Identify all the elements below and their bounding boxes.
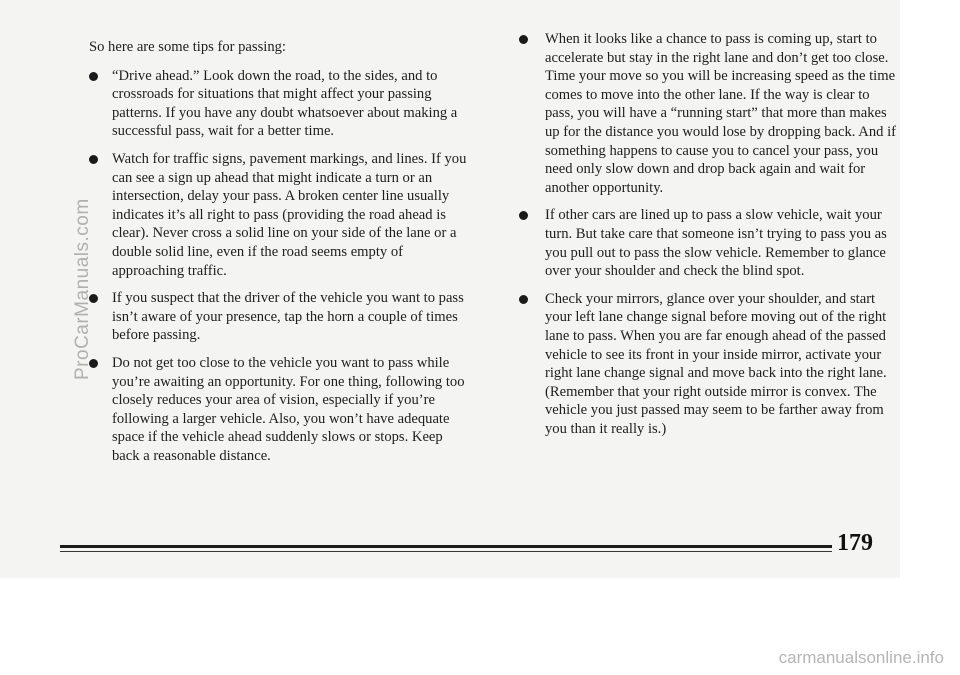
list-item [89, 150, 471, 280]
bullet-icon [519, 35, 528, 44]
left-column [89, 30, 471, 474]
left-bullet-list [89, 67, 471, 466]
list-item [519, 290, 901, 439]
bullet-icon [89, 155, 98, 164]
list-item-text: Do not get too close to the vehicle you want to pass while you’re awaiting an opportunity. For one thing, following too closely reduces your area of vision, especially if you’re following a larger vehicle. Also, you won’t have adequate space if the vehicle ahead suddenly slows or stops. Keep back a reasonable distance. [112, 354, 465, 464]
list-item [519, 206, 901, 280]
right-bullet-list [519, 30, 901, 438]
list-item-text: Check your mirrors, glance over your shoulder, and start your left lane change signal before moving out of the right lane to pass. When you are far enough ahead of the passed vehicle to see its front in your inside mirror, activate your right lane change signal and move back into the right lane. (Remember that your right outside mirror is convex. The vehicle you just passed may seem to be farther away from you than it really is.) [545, 290, 887, 437]
list-item-text: If other cars are lined up to pass a slow vehicle, wait your turn. But take care that someone isn’t trying to pass you as you pull out to pass the slow vehicle. Remember to glance over your shoulder and check the blind spot. [545, 207, 887, 280]
list-item-text: If you suspect that the driver of the vehicle you want to pass isn’t aware of your presence, tap the horn a couple of times before passing. [112, 290, 464, 344]
footer-rule [60, 545, 832, 548]
page-number: 179 [837, 530, 873, 556]
bullet-icon [89, 72, 98, 81]
list-item-text: Watch for traffic signs, pavement markings, and lines. If you can see a sign up ahead that might indicate a turn or an intersection, delay your pass. A broken center line usually indicates it’s all right to pass (providing the road ahead is clear). Never cross a solid line on your side of the lane or a double solid line, even if the road seems empty of approaching traffic. [112, 150, 467, 279]
bullet-icon [519, 295, 528, 304]
list-item [89, 289, 471, 345]
list-item [89, 354, 471, 466]
list-item-text: When it looks like a chance to pass is coming up, start to accelerate but stay in the right lane and don’t get too close. Time your move so you will be increasing speed as the time comes to move into the other lane. If the way is clear to pass, you will have a “running start” that more than makes up for the distance you would lose by dropping back. And if something happens to cause you to cancel your pass, you need only slow down and drop back again and wait for another opportunity. [545, 31, 896, 196]
watermark-bottom: carmanualsonline.info [778, 648, 944, 667]
watermark-left: ProCarManuals.com [72, 198, 93, 380]
intro-text: So here are some tips for passing: [89, 39, 286, 55]
footer-rule-thin [60, 551, 832, 552]
list-item [89, 67, 471, 141]
bullet-icon [519, 211, 528, 220]
list-item [519, 30, 901, 197]
list-item-text: “Drive ahead.” Look down the road, to the sides, and to crossroads for situations that might affect your passing patterns. If you have any doubt whatsoever about making a successful pass, wait for a better time. [112, 67, 458, 140]
right-column [519, 30, 901, 447]
